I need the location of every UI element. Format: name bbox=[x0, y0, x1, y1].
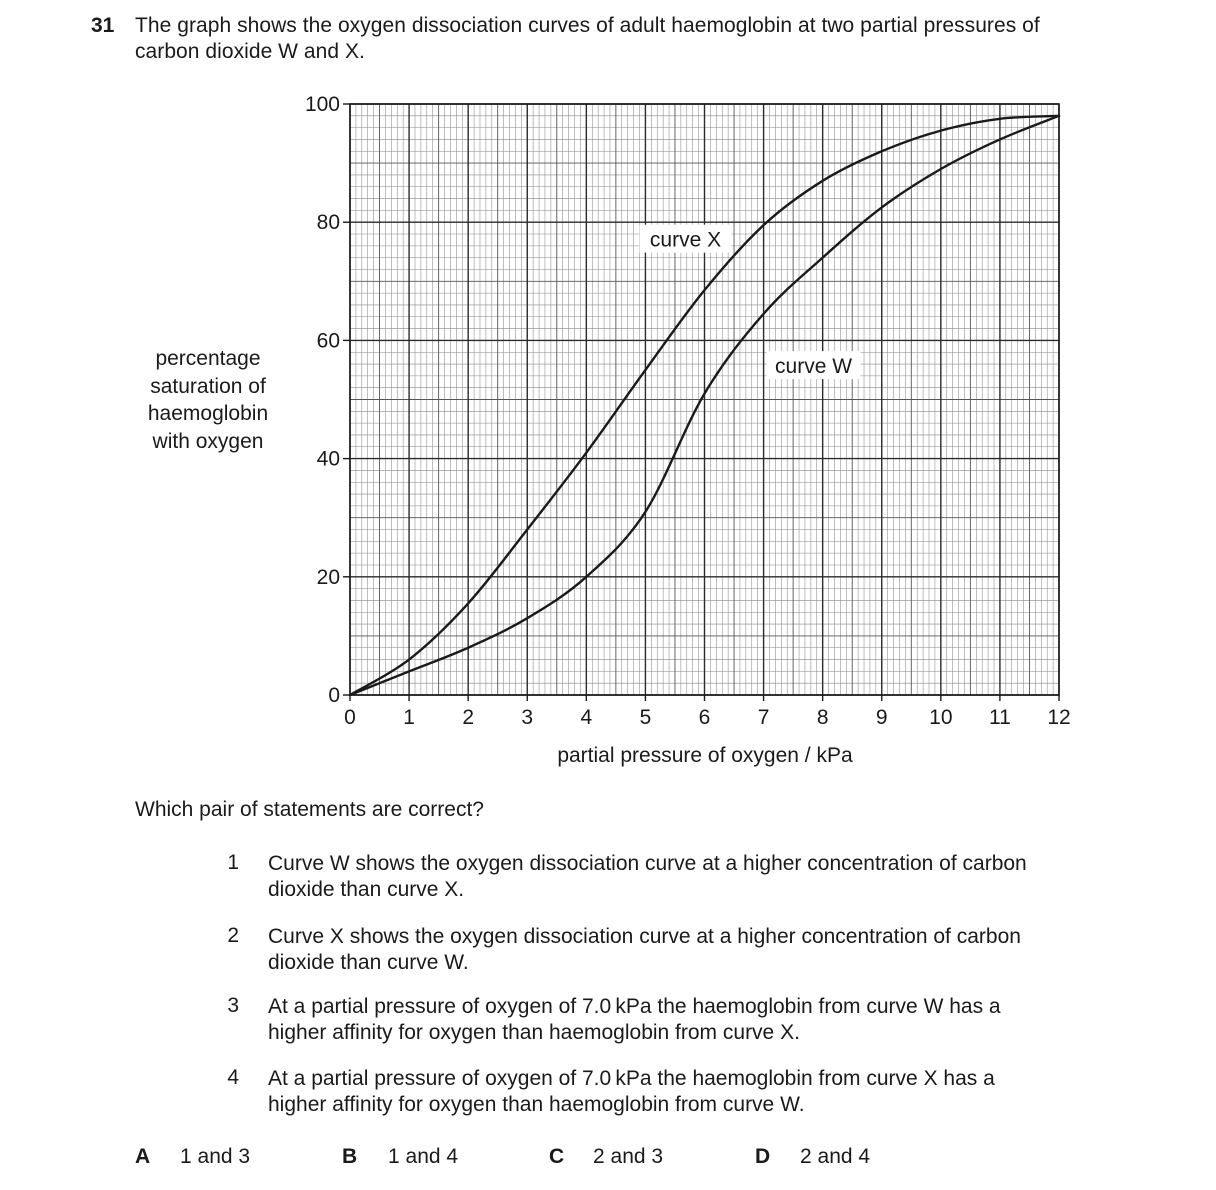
statement-3 bbox=[268, 994, 1125, 1046]
statement-line: At a partial pressure of oxygen of 7.0 kPa the haemoglobin from curve X has a bbox=[268, 1067, 995, 1090]
statement-number: 2 bbox=[227, 924, 239, 947]
option-d-letter[interactable]: D bbox=[755, 1145, 771, 1168]
y-tick-label: 20 bbox=[316, 565, 340, 589]
curve-label: curve X bbox=[649, 228, 722, 252]
statement-number: 1 bbox=[227, 851, 239, 874]
y-tick-label: 80 bbox=[316, 211, 340, 235]
option-c-letter[interactable]: C bbox=[549, 1145, 565, 1168]
statement-line: higher affinity for oxygen than haemoglobin from curve X. bbox=[268, 1021, 800, 1044]
x-tick-label: 5 bbox=[639, 706, 652, 729]
option-a-letter[interactable]: A bbox=[135, 1145, 151, 1168]
statement-line: dioxide than curve X. bbox=[268, 878, 465, 901]
x-tick-label: 3 bbox=[521, 706, 534, 729]
option-b-letter[interactable]: B bbox=[342, 1145, 358, 1168]
statement-line: At a partial pressure of oxygen of 7.0 kPa the haemoglobin from curve W has a bbox=[268, 995, 1001, 1018]
x-tick-label: 4 bbox=[580, 706, 593, 729]
option-c-text[interactable]: 2 and 3 bbox=[593, 1145, 664, 1168]
question-stem-line-1: The graph shows the oxygen dissociation curves of adult haemoglobin at two partial pressures of bbox=[135, 14, 1040, 37]
question-number: 31 bbox=[91, 14, 115, 37]
statement-line: Curve X shows the oxygen dissociation curve at a higher concentration of carbon bbox=[268, 925, 1021, 948]
y-tick-label: 40 bbox=[316, 447, 340, 471]
y-tick-label: 60 bbox=[316, 329, 340, 353]
x-tick-label: 10 bbox=[929, 706, 953, 729]
statement-line: dioxide than curve W. bbox=[268, 951, 469, 974]
x-axis-label: partial pressure of oxygen / kPa bbox=[557, 744, 853, 767]
x-tick-label: 7 bbox=[757, 706, 770, 729]
curve-label: curve W bbox=[775, 355, 853, 379]
y-axis-label-line: haemoglobin bbox=[147, 402, 269, 425]
x-tick-label: 8 bbox=[816, 706, 829, 729]
x-tick-label: 2 bbox=[462, 706, 475, 729]
y-axis-label-line: percentage bbox=[155, 347, 261, 370]
statement-2 bbox=[268, 924, 1125, 976]
question-prompt: Which pair of statements are correct? bbox=[135, 798, 484, 821]
option-b-text[interactable]: 1 and 4 bbox=[388, 1145, 459, 1168]
axis-ticks bbox=[305, 93, 1071, 729]
statement-4 bbox=[268, 1066, 1125, 1118]
x-tick-label: 9 bbox=[875, 706, 888, 729]
option-d-text[interactable]: 2 and 4 bbox=[800, 1145, 871, 1168]
y-axis-label-line: saturation of bbox=[150, 374, 266, 398]
x-tick-label: 6 bbox=[698, 706, 711, 729]
y-tick-label: 0 bbox=[328, 684, 340, 707]
curve-labels bbox=[640, 225, 861, 379]
question-stem-line-2: carbon dioxide W and X. bbox=[135, 40, 365, 63]
y-tick-label: 100 bbox=[304, 93, 340, 116]
statement-line: Curve W shows the oxygen dissociation curve at a higher concentration of carbon bbox=[268, 852, 1027, 875]
x-tick-label: 0 bbox=[344, 706, 356, 729]
x-tick-label: 11 bbox=[989, 706, 1011, 729]
x-tick-label: 1 bbox=[403, 706, 415, 729]
statement-number: 3 bbox=[227, 994, 239, 1017]
y-axis-label-line: with oxygen bbox=[152, 429, 264, 453]
statement-line: higher affinity for oxygen than haemoglobin from curve W. bbox=[268, 1093, 805, 1116]
statement-1 bbox=[268, 851, 1125, 903]
statement-number: 4 bbox=[227, 1066, 239, 1089]
option-a-text[interactable]: 1 and 3 bbox=[180, 1145, 251, 1168]
x-tick-label: 12 bbox=[1047, 706, 1071, 729]
